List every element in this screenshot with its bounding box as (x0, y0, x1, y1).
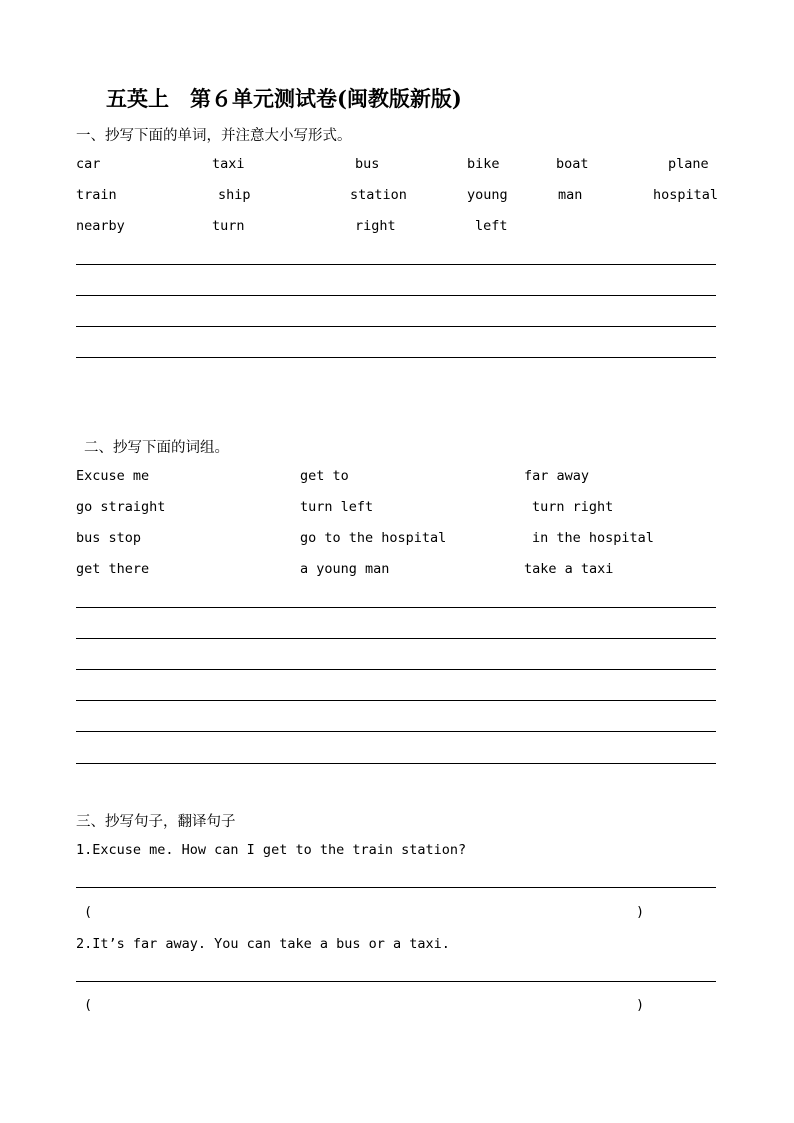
writing-line (76, 638, 716, 639)
phrase: a young man (300, 561, 390, 577)
writing-line (76, 607, 716, 608)
section2-heading: 二、抄写下面的词组。 (84, 440, 229, 456)
open-paren: ( (84, 997, 93, 1013)
section1-heading: 一、抄写下面的单词，并注意大小写形式。 (76, 128, 352, 144)
writing-line (76, 981, 716, 982)
phrase: far away (524, 468, 590, 484)
phrase: turn right (532, 499, 614, 515)
word-train: train (76, 187, 117, 203)
phrase: bus stop (76, 530, 142, 546)
word-right: right (355, 218, 396, 234)
close-paren: ) (636, 904, 645, 920)
sentence-1: 1.Excuse me. How can I get to the train station? (76, 842, 467, 858)
word-boat: boat (556, 156, 589, 172)
word-station: station (350, 187, 407, 203)
word-ship: ship (218, 187, 251, 203)
writing-line (76, 887, 716, 888)
word-bike: bike (467, 156, 500, 172)
phrase: go straight (76, 499, 166, 515)
sentence-2: 2.It’s far away. You can take a bus or a taxi. (76, 936, 450, 952)
phrase: in the hospital (532, 530, 654, 546)
word-hospital: hospital (653, 187, 719, 203)
phrase: take a taxi (524, 561, 614, 577)
writing-line (76, 669, 716, 670)
word-young: young (467, 187, 508, 203)
word-bus: bus (355, 156, 380, 172)
open-paren: ( (84, 904, 93, 920)
section3-heading: 三、抄写句子，翻译句子 (76, 814, 236, 830)
word-taxi: taxi (212, 156, 245, 172)
writing-line (76, 700, 716, 701)
writing-line (76, 264, 716, 265)
writing-line (76, 357, 716, 358)
word-nearby: nearby (76, 218, 125, 234)
phrase: turn left (300, 499, 374, 515)
writing-line (76, 763, 716, 764)
phrase: get to (300, 468, 349, 484)
word-turn: turn (212, 218, 245, 234)
word-left: left (475, 218, 508, 234)
writing-line (76, 326, 716, 327)
close-paren: ) (636, 997, 645, 1013)
phrase: go to the hospital (300, 530, 447, 546)
phrase: get there (76, 561, 150, 577)
page-title: 五英上 第６单元测试卷(闽教版新版) (106, 86, 462, 111)
writing-line (76, 295, 716, 296)
phrase: Excuse me (76, 468, 150, 484)
word-man: man (558, 187, 583, 203)
word-plane: plane (668, 156, 709, 172)
writing-line (76, 731, 716, 732)
word-car: car (76, 156, 101, 172)
